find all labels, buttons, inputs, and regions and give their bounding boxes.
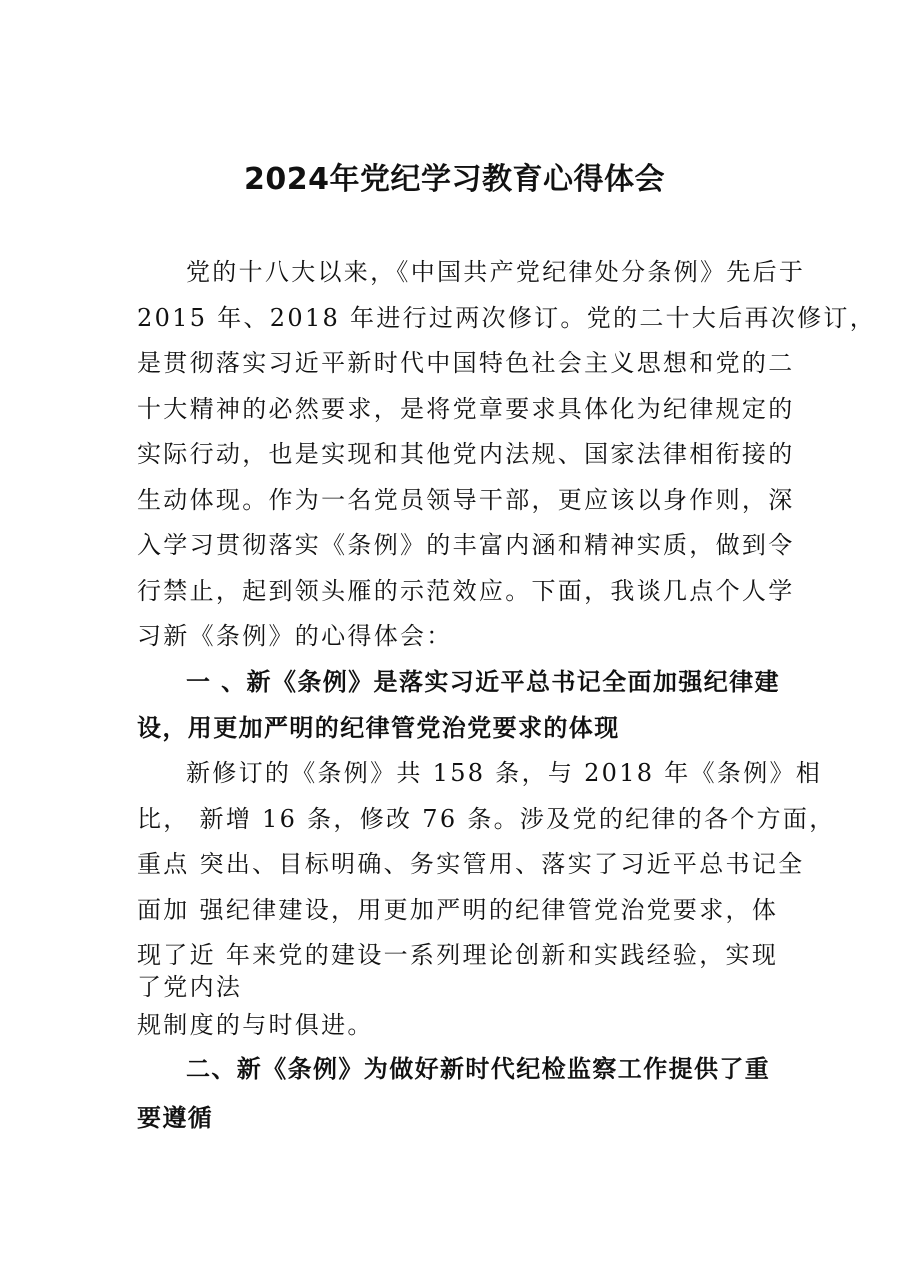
paragraph-line: 生动体现。作为一名党员领导干部，更应该以身作则，深 <box>137 486 795 514</box>
paragraph-line: 实际行动，也是实现和其他党内法规、国家法律相衔接的 <box>137 440 795 468</box>
paragraph-line: 是贯彻落实习近平新时代中国特色社会主义思想和党的二 <box>137 349 795 377</box>
paragraph-line: 十大精神的必然要求，是将党章要求具体化为纪律规定的 <box>137 395 795 423</box>
section-heading-line: 设，用更加严明的纪律管党治党要求的体现 <box>137 714 620 742</box>
paragraph-line: 2015 年、2018 年进行过两次修订。党的二十大后再次修订， <box>137 304 877 332</box>
paragraph-line: 了党内法 <box>137 973 243 1001</box>
paragraph-line: 规制度的与时俱进。 <box>137 1011 374 1039</box>
paragraph-line: 习新《条例》的心得体会： <box>137 622 453 650</box>
paragraph-line: 现了近 年来党的建设一系列理论创新和实践经验，实现 <box>137 941 779 969</box>
paragraph-line: 党的十八大以来，《中国共产党纪律处分条例》先后于 <box>186 258 806 286</box>
section-heading-line: 一 、新《条例》是落实习近平总书记全面加强纪律建 <box>186 668 780 696</box>
paragraph-line: 新修订的《条例》共 158 条，与 2018 年《条例》相 <box>186 759 823 787</box>
paragraph-line: 面加 强纪律建设，用更加严明的纪律管党治党要求，体 <box>137 896 779 924</box>
document-title: 2024年党纪学习教育心得体会 <box>244 162 665 197</box>
paragraph-line: 重点 突出、目标明确、务实管用、落实了习近平总书记全 <box>137 850 805 878</box>
paragraph-line: 行禁止，起到领头雁的示范效应。下面，我谈几点个人学 <box>137 577 795 605</box>
paragraph-line: 比， 新增 16 条，修改 76 条。涉及党的纪律的各个方面， <box>137 805 836 833</box>
section-heading-line: 要遵循 <box>137 1104 214 1132</box>
paragraph-line: 入学习贯彻落实《条例》的丰富内涵和精神实质，做到令 <box>137 531 795 559</box>
section-heading-line: 二、新《条例》为做好新时代纪检监察工作提供了重 <box>186 1055 771 1083</box>
